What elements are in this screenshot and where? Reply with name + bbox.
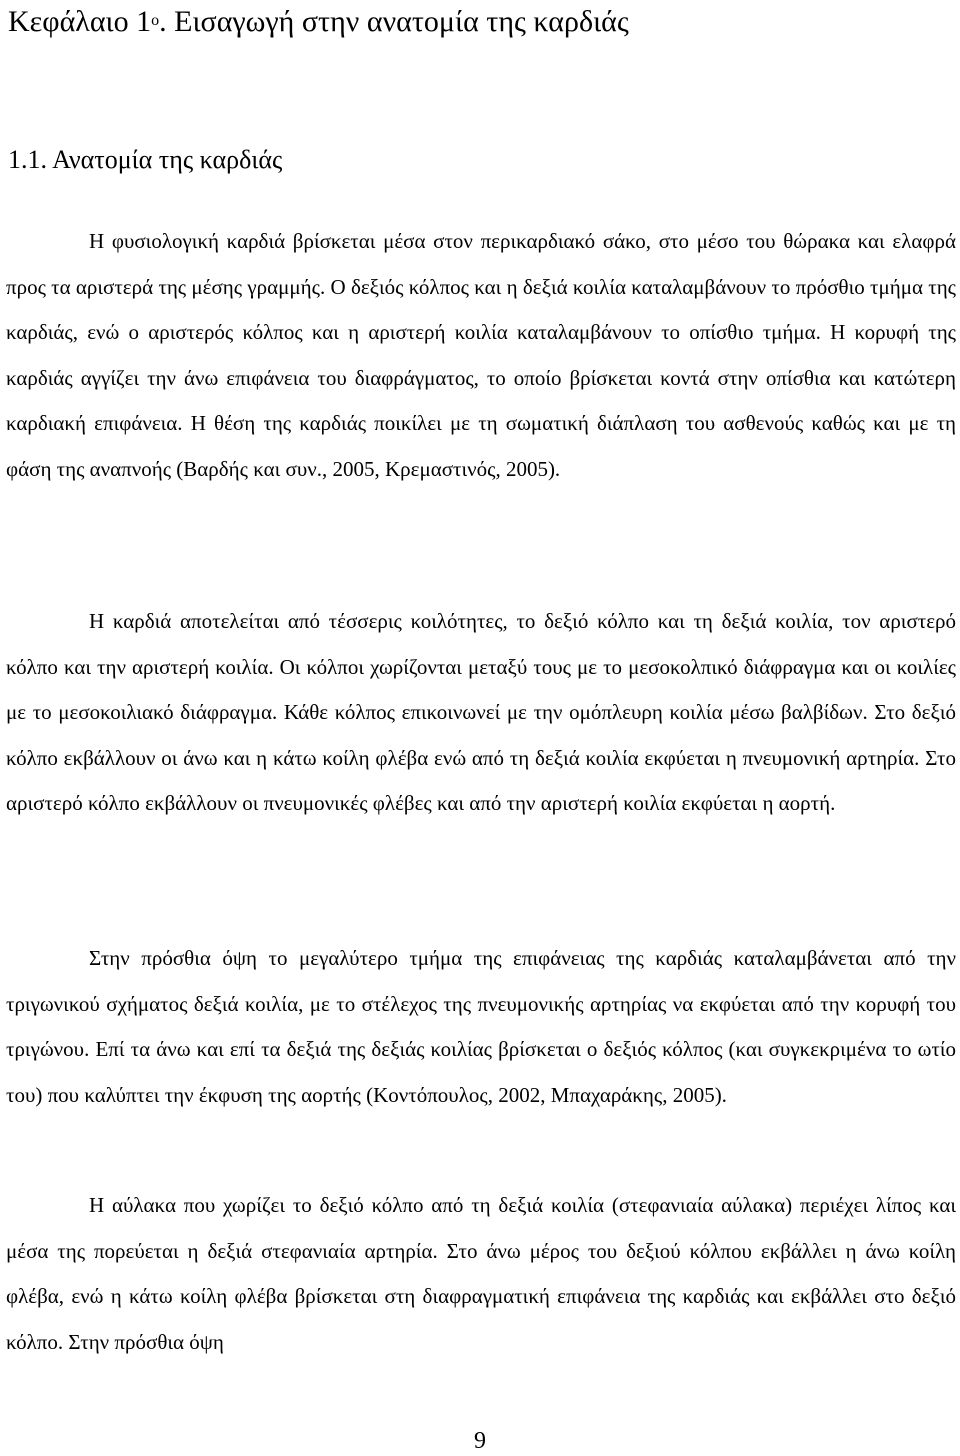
- paragraph-1: Η φυσιολογική καρδιά βρίσκεται μέσα στον περικαρδιακό σάκο, στο μέσο του θώρακα και ελαφρά προς τα αριστερά της μέσης γραμμής. Ο δεξιός κόλπος και η δεξιά κοιλία καταλαμβάνουν το πρόσθιο τμήμα της καρδιάς, ενώ ο αριστερός κόλπος και η αριστερή κοιλία καταλαμβάνουν το οπίσθιο τμήμα. Η κορυφή της καρδιάς αγγίζει την άνω επιφάνεια του διαφράγματος, το οποίο βρίσκεται κοντά στην οπίσθια και κατώτερη καρδιακή επιφάνεια. Η θέση της καρδιάς ποικίλει με τη σωματική διάπλαση του ασθενούς καθώς και με τη φάση της αναπνοής (Βαρδής και συν., 2005, Κρεμαστινός, 2005).: [6, 229, 956, 481]
- paragraph-4: Η αύλακα που χωρίζει το δεξιό κόλπο από τη δεξιά κοιλία (στεφανιαία αύλακα) περιέχει λίπος και μέσα της πορεύεται η δεξιά στεφανιαία αρτηρία. Στο άνω μέρος του δεξιού κόλπου εκβάλλει η άνω κοίλη φλέβα, ενώ η κάτω κοίλη φλέβα βρίσκεται στη διαφραγματική επιφάνεια της καρδιάς και εκβάλλει στο δεξιό κόλπο. Στην πρόσθια όψη: [6, 1193, 956, 1354]
- page-number: 9: [474, 1428, 486, 1454]
- chapter-title-main: Κεφάλαιο 1: [8, 5, 152, 38]
- chapter-title-rest: . Εισαγωγή στην ανατομία της καρδιάς: [159, 5, 629, 38]
- chapter-title: [8, 2, 629, 47]
- paragraph-3: Στην πρόσθια όψη το μεγαλύτερο τμήμα της επιφάνειας της καρδιάς καταλαμβάνεται από την τριγωνικού σχήματος δεξιά κοιλία, με το στέλεχος της πνευμονικής αρτηρίας να εκφύεται από την κορυφή του τριγώνου. Επί τα άνω και επί τα δεξιά της δεξιάς κοιλίας βρίσκεται ο δεξιός κόλπος (και συγκεκριμένα το ωτίο του) που καλύπτει την έκφυση της αορτής (Κοντόπουλος, 2002, Μπαχαράκης, 2005).: [6, 946, 956, 1107]
- paragraph-2: Η καρδιά αποτελείται από τέσσερις κοιλότητες, το δεξιό κόλπο και τη δεξιά κοιλία, τον αριστερό κόλπο και την αριστερή κοιλία. Οι κόλποι χωρίζονται μεταξύ τους με το μεσοκολπικό διάφραγμα και οι κοιλίες με το μεσοκοιλιακό διάφραγμα. Κάθε κόλπος επικοινωνεί με την ομόπλευρη κοιλία μέσω βαλβίδων. Στο δεξιό κόλπο εκβάλλουν οι άνω και η κάτω κοίλη φλέβα ενώ από τη δεξιά κοιλία εκφύεται η πνευμονική αρτηρία. Στο αριστερό κόλπο εκβάλλουν οι πνευμονικές φλέβες και από την αριστερή κοιλία εκφύεται η αορτή.: [6, 609, 956, 815]
- section-title: 1.1. Ανατομία της καρδιάς: [8, 145, 283, 174]
- chapter-title-ordinal: ο: [151, 12, 160, 29]
